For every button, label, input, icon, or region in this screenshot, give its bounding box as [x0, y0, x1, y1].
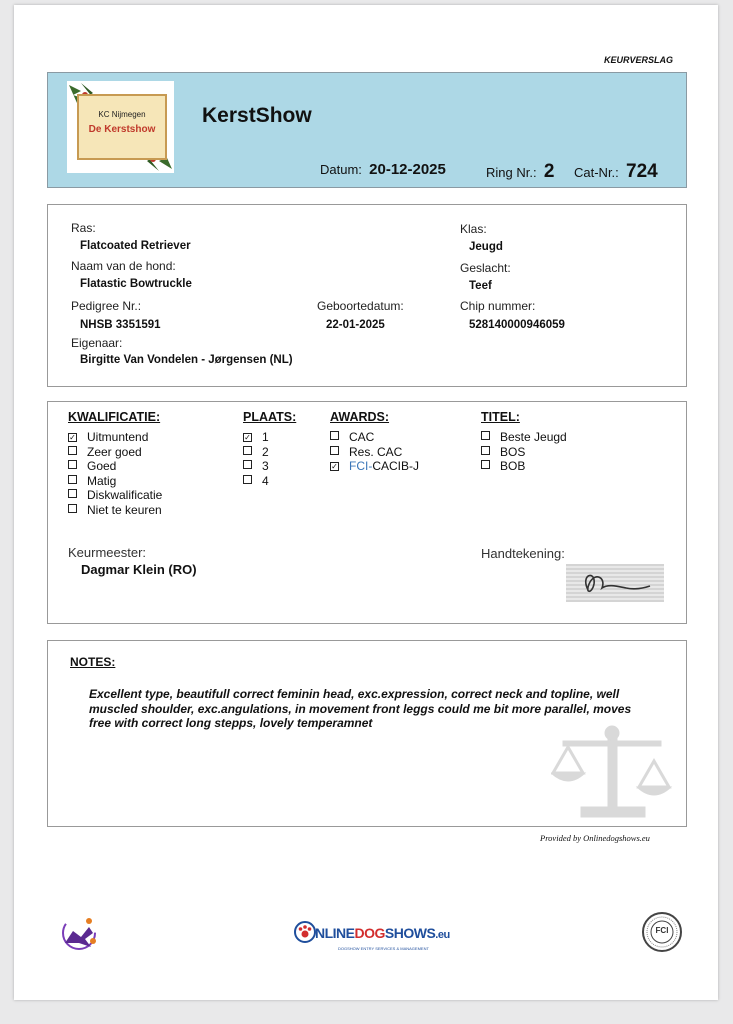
- titel-header: TITEL:: [481, 410, 520, 424]
- checkbox-icon[interactable]: [68, 504, 77, 513]
- logo-club-name: KC Nijmegen: [98, 110, 146, 119]
- cat-field: [574, 161, 658, 183]
- checkbox-icon[interactable]: [243, 446, 252, 455]
- plaats-header: PLAATS:: [243, 410, 297, 424]
- naam-label: Naam van de hond:: [71, 259, 176, 273]
- titel-list: [481, 430, 567, 474]
- cat-label: Cat-Nr.:: [574, 165, 619, 180]
- titel-option[interactable]: BOS: [481, 445, 567, 460]
- checkbox-icon[interactable]: [481, 460, 490, 469]
- report-page: [14, 5, 718, 1000]
- award-option-cacib-j[interactable]: ✓ FCI-CACIB-J: [331, 459, 419, 473]
- checkbox-icon[interactable]: [68, 489, 77, 498]
- eigenaar-value: Birgitte Van Vondelen - Jørgensen (NL): [80, 354, 293, 366]
- fci-prefix: FCI-: [349, 459, 373, 473]
- checkbox-icon[interactable]: [68, 446, 77, 455]
- awards-header: AWARDS:: [330, 410, 390, 424]
- kwalificatie-list: [68, 430, 162, 517]
- pedigree-value: NHSB 3351591: [80, 319, 161, 331]
- pedigree-label: Pedigree Nr.:: [71, 299, 142, 313]
- ring-field: [486, 161, 554, 183]
- notes-label: NOTES:: [70, 655, 116, 669]
- plaats-option[interactable]: ✓ 1: [244, 430, 269, 444]
- plaats-option[interactable]: 3: [243, 459, 269, 474]
- kwalificatie-option[interactable]: Goed: [68, 459, 162, 474]
- scales-of-justice-icon: [551, 725, 673, 825]
- datum-label: Datum:: [320, 162, 362, 177]
- ring-value: 2: [543, 161, 555, 182]
- datum-value: 20-12-2025: [369, 161, 446, 178]
- keurmeester-label: Keurmeester:: [68, 545, 147, 560]
- kwalificatie-option[interactable]: Diskwalificatie: [68, 488, 162, 503]
- klas-value: Jeugd: [469, 241, 503, 253]
- plaats-option[interactable]: 4: [243, 474, 269, 489]
- geboorte-value: 22-01-2025: [326, 319, 385, 331]
- kwalificatie-option[interactable]: Niet te keuren: [68, 503, 162, 518]
- titel-option[interactable]: BOB: [481, 459, 567, 474]
- geslacht-label: Geslacht:: [460, 261, 511, 275]
- checkbox-icon[interactable]: [243, 475, 252, 484]
- kwalificatie-option[interactable]: ✓ Uitmuntend: [69, 430, 149, 444]
- logo-show-name: De Kerstshow: [88, 124, 156, 135]
- kwalificatie-option[interactable]: Zeer goed: [68, 445, 162, 460]
- naam-value: Flatastic Bowtruckle: [80, 278, 192, 290]
- checkbox-icon[interactable]: [481, 446, 490, 455]
- klas-label: Klas:: [460, 222, 487, 236]
- geslacht-value: Teef: [469, 280, 492, 292]
- provided-by: Provided by Onlinedogshows.eu: [540, 833, 650, 843]
- plaats-list: [243, 430, 269, 488]
- awards-list: [330, 430, 419, 474]
- ods-tagline: DOGSHOW ENTRY SERVICES & MANAGEMENT: [338, 946, 429, 951]
- logo-plaque: [77, 94, 167, 160]
- handtekening-label: Handtekening:: [481, 546, 565, 561]
- ring-label: Ring Nr.:: [486, 165, 537, 180]
- club-logo: [67, 81, 174, 173]
- checkbox-icon[interactable]: [330, 431, 339, 440]
- checkbox-checked-icon[interactable]: ✓: [331, 462, 338, 471]
- notes-text: Excellent type, beautifull correct feminin head, exc.expression, correct neck and topline, well muscled shoulder, exc.angulations, in movement front leggs could me bit more parallel, moves free with correct long stepps, lovely temperamnet: [89, 687, 632, 730]
- ods-wordmark: NLINEDOGSHOWS.eu: [315, 925, 450, 941]
- geboorte-label: Geboortedatum:: [317, 299, 404, 313]
- kwalificatie-header: KWALIFICATIE:: [68, 410, 161, 424]
- titel-option[interactable]: Beste Jeugd: [481, 430, 567, 445]
- keurmeester-name: Dagmar Klein (RO): [81, 562, 197, 577]
- checkbox-icon[interactable]: [243, 460, 252, 469]
- fci-seal: [641, 911, 683, 953]
- plaats-option[interactable]: 2: [243, 445, 269, 460]
- paw-icon: [294, 921, 316, 943]
- signature-image: [566, 564, 664, 602]
- eigenaar-label: Eigenaar:: [71, 336, 123, 350]
- ras-label: Ras:: [71, 221, 96, 235]
- show-title: KerstShow: [202, 104, 312, 127]
- signature-scribble-icon: [566, 564, 664, 602]
- award-option-cac[interactable]: CAC: [330, 430, 419, 445]
- kwalificatie-option[interactable]: Matig: [68, 474, 162, 489]
- cat-value: 724: [626, 161, 658, 182]
- ras-value: Flatcoated Retriever: [80, 240, 191, 252]
- datum-field: [320, 161, 446, 178]
- show-header: [47, 72, 687, 188]
- fci-seal-text: FCI: [655, 926, 669, 935]
- onlinedogshows-logo: [294, 919, 454, 957]
- award-option-res-cac[interactable]: Res. CAC: [330, 445, 419, 460]
- club-emblem-icon: [59, 913, 99, 953]
- checkbox-icon[interactable]: [481, 431, 490, 440]
- dog-info-box: [47, 204, 687, 387]
- notes-box: [47, 640, 687, 827]
- checkbox-checked-icon[interactable]: ✓: [69, 433, 76, 442]
- judging-box: [47, 401, 687, 624]
- checkbox-checked-icon[interactable]: ✓: [244, 433, 251, 442]
- document-type: KEURVERSLAG: [603, 55, 673, 65]
- checkbox-icon[interactable]: [68, 460, 77, 469]
- checkbox-icon[interactable]: [68, 475, 77, 484]
- chip-value: 528140000946059: [469, 319, 565, 331]
- checkbox-icon[interactable]: [330, 446, 339, 455]
- chip-label: Chip nummer:: [460, 299, 536, 313]
